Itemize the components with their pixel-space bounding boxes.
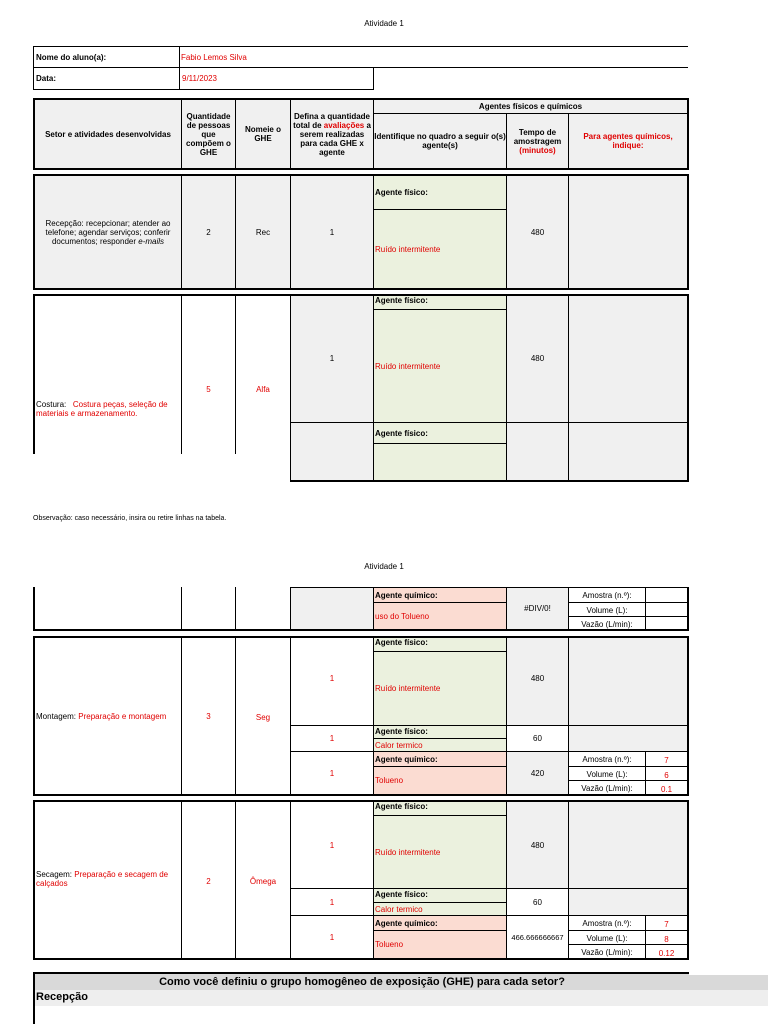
- flow-value: 0.1: [645, 780, 689, 796]
- agent-label: Agente físico:: [373, 800, 507, 816]
- agent-label: Agente físico:: [373, 294, 507, 310]
- sampling-time-value: #DIV/0!: [506, 587, 569, 631]
- agent-value: Ruído intermitente: [373, 209, 507, 290]
- flow-value: 0.12: [645, 944, 689, 960]
- sampling-time-value: 480: [506, 174, 569, 290]
- volume-label: Volume (L):: [568, 930, 646, 945]
- sampling-time-value: 480: [506, 294, 569, 423]
- volume-value: 8: [645, 930, 689, 945]
- sample-value: 7: [645, 751, 689, 767]
- people-count: 5: [181, 294, 236, 454]
- sector-costura: Costura: Costura peças, seleção de materiais e armazenamento.: [33, 294, 182, 454]
- chemical-info-empty: [568, 422, 689, 482]
- evaluation-count: 1: [290, 174, 374, 290]
- sample-value: [645, 587, 689, 603]
- agent-label: Agente físico:: [373, 888, 507, 903]
- answer-left-border: [33, 1006, 35, 1024]
- people-count: 2: [181, 800, 236, 960]
- chemical-info-empty: [568, 725, 689, 752]
- chemical-info-empty: [568, 888, 689, 916]
- agent-value: Calor termico: [373, 902, 507, 916]
- sampling-time-value: 420: [506, 751, 569, 796]
- header-sector: Setor e atividades desenvolvidas: [33, 98, 182, 170]
- volume-label: Volume (L):: [568, 602, 646, 617]
- agent-label: Agente físico:: [373, 174, 507, 210]
- header-people: Quantidade de pessoas que compõem o GHE: [181, 98, 236, 170]
- page-title: Atividade 1: [364, 19, 404, 28]
- sampling-time-value: 60: [506, 888, 569, 916]
- evaluation-count: 1: [290, 915, 374, 960]
- ghe-continued: [235, 587, 291, 631]
- agent-label: Agente químico:: [373, 587, 507, 603]
- agent-value: Calor termico: [373, 738, 507, 752]
- chemical-info-empty: [568, 294, 689, 423]
- agent-value: Tolueno: [373, 766, 507, 796]
- evaluation-continued: [290, 587, 374, 631]
- student-name-label: Nome do aluno(a):: [33, 46, 180, 68]
- volume-value: [645, 602, 689, 617]
- people-count: 2: [181, 174, 236, 290]
- evaluation-count-empty: [290, 422, 374, 482]
- agent-label: Agente físico:: [373, 422, 507, 444]
- sample-label: Amostra (n.º):: [568, 751, 646, 767]
- flow-value: [645, 616, 689, 631]
- volume-label: Volume (L):: [568, 766, 646, 781]
- chemical-info-empty: [568, 636, 689, 726]
- question-heading: Como você definiu o grupo homogêneo de exposição (GHE) para cada setor?: [33, 972, 689, 991]
- header-define-evaluations: Defina a quantidade total de avaliações a serem realizadas para cada GHE x agente: [290, 98, 374, 170]
- sampling-time-value: 466.666666667: [506, 915, 569, 960]
- sector-secagem: Secagem: Preparação e secagem de calçados: [33, 800, 182, 960]
- page-title: Atividade 1: [364, 562, 404, 571]
- agent-value-empty: [373, 443, 507, 482]
- sector-recepcao: Recepção: recepcionar; atender ao telefone; agendar serviços; conferir documentos; responder e-mails: [33, 174, 182, 290]
- header-sampling-time: Tempo de amostragem (minutos): [506, 113, 569, 170]
- agent-label: Agente físico:: [373, 636, 507, 652]
- people-continued: [181, 587, 236, 631]
- date-label: Data:: [33, 67, 180, 90]
- sample-value: 7: [645, 915, 689, 931]
- agent-label: Agente químico:: [373, 751, 507, 767]
- evaluation-count: 1: [290, 800, 374, 889]
- agent-value: uso do Tolueno: [373, 602, 507, 631]
- sampling-time-value: 60: [506, 725, 569, 752]
- header-agents-group: Agentes físicos e químicos: [373, 98, 689, 114]
- sampling-time-value: 480: [506, 800, 569, 889]
- agent-value: Ruído intermitente: [373, 815, 507, 889]
- flow-label: Vazão (L/min):: [568, 944, 646, 960]
- table-note: Observação: caso necessário, insira ou retire linhas na tabela.: [33, 515, 227, 522]
- flow-label: Vazão (L/min):: [568, 780, 646, 796]
- ghe-name: Seg: [235, 636, 291, 796]
- answer-label-recepcao: Recepção: [33, 990, 768, 1006]
- ghe-name: Ômega: [235, 800, 291, 960]
- agent-value: Ruído intermitente: [373, 651, 507, 726]
- date-value: 9/11/2023: [179, 67, 374, 90]
- header-ghe-name: Nomeie o GHE: [235, 98, 291, 170]
- sector-montagem: Montagem: Preparação e montagem: [33, 636, 182, 796]
- agent-label: Agente químico:: [373, 915, 507, 931]
- sample-label: Amostra (n.º):: [568, 587, 646, 603]
- sector-continued: [33, 587, 182, 631]
- sample-label: Amostra (n.º):: [568, 915, 646, 931]
- agent-label: Agente físico:: [373, 725, 507, 739]
- header-identify-agents: Identifique no quadro a seguir o(s) agente(s): [373, 113, 507, 170]
- ghe-name: Alfa: [235, 294, 291, 454]
- sampling-time-empty: [506, 422, 569, 482]
- chemical-info-empty: [568, 174, 689, 290]
- evaluation-count: 1: [290, 294, 374, 423]
- evaluation-count: 1: [290, 725, 374, 752]
- volume-value: 6: [645, 766, 689, 781]
- evaluation-count: 1: [290, 636, 374, 726]
- evaluation-count: 1: [290, 751, 374, 796]
- flow-label: Vazão (L/min):: [568, 616, 646, 631]
- sampling-time-value: 480: [506, 636, 569, 726]
- question-bar-extension: [688, 975, 768, 990]
- agent-value: Ruído intermitente: [373, 309, 507, 423]
- student-name-value: Fabio Lemos Silva: [179, 46, 688, 68]
- chemical-info-empty: [568, 800, 689, 889]
- people-count: 3: [181, 636, 236, 796]
- agent-value: Tolueno: [373, 930, 507, 960]
- ghe-name: Rec: [235, 174, 291, 290]
- evaluation-count: 1: [290, 888, 374, 916]
- header-chemical-info: Para agentes químicos, indique:: [568, 113, 689, 170]
